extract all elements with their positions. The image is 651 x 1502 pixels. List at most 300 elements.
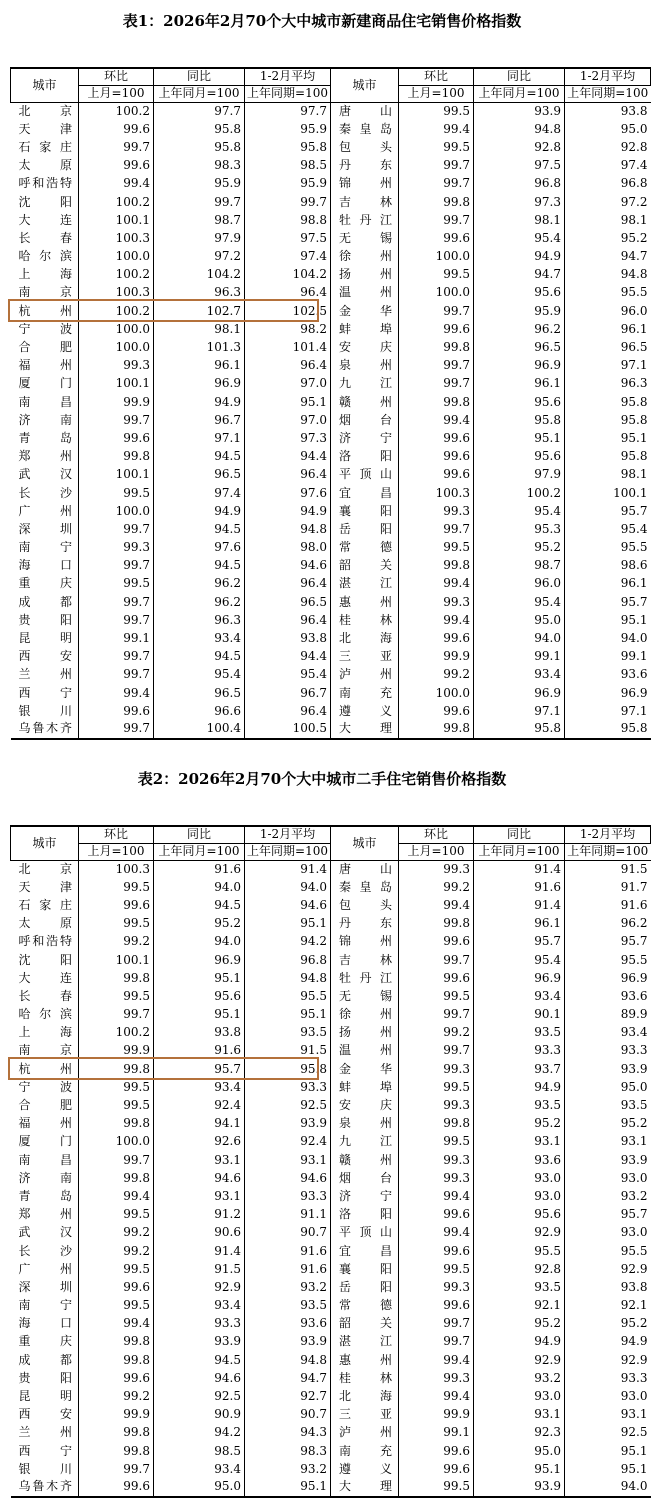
table2-cell-hb-left: 99.5 bbox=[79, 1297, 154, 1315]
table2-cell-city-left: 北 京 bbox=[11, 860, 79, 878]
table1-cell-avg-left: 96.7 bbox=[245, 684, 331, 702]
table2-cell-hb-right: 99.3 bbox=[399, 1278, 474, 1296]
table2-cell-tb-left: 91.2 bbox=[154, 1206, 245, 1224]
table2-cell-tb-left: 93.3 bbox=[154, 1315, 245, 1333]
table2-cell-tb-left: 91.6 bbox=[154, 1042, 245, 1060]
table2-cell-tb-right: 95.4 bbox=[474, 951, 565, 969]
table2-header-avg-right: 1-2月平均 bbox=[565, 826, 651, 843]
table1-header-avg-sub-left: 上年同期=100 bbox=[245, 85, 331, 102]
table1-cell-tb-right: 99.1 bbox=[474, 648, 565, 666]
table1-cell-tb-right: 100.2 bbox=[474, 484, 565, 502]
table1-cell-avg-right: 96.9 bbox=[620, 685, 648, 700]
table1-cell-tb-left: 96.2 bbox=[154, 575, 245, 593]
table1-cell-tb-right: 95.4 bbox=[474, 229, 565, 247]
table-row bbox=[11, 878, 651, 896]
table2-cell-city-right: 吉 林 bbox=[331, 951, 399, 969]
table1-cell-city-right: 唐 山 bbox=[331, 102, 399, 120]
table1-cell-tb-left: 96.9 bbox=[154, 375, 245, 393]
table2-cell-tb-left: 95.1 bbox=[154, 969, 245, 987]
table1-cell-hb-right: 99.3 bbox=[399, 593, 474, 611]
table2-cell-hb-right: 99.3 bbox=[399, 860, 474, 878]
table1-cell-tb-left: 94.5 bbox=[154, 648, 245, 666]
table1-cell-hb-right: 99.8 bbox=[399, 393, 474, 411]
table1-header-tb-sub-left: 上年同月=100 bbox=[154, 85, 245, 102]
table1-cell-tb-left: 96.6 bbox=[154, 702, 245, 720]
table1-cell-avg-right: 95.1 bbox=[620, 612, 648, 627]
table1-cell-avg-right: 95.4 bbox=[620, 521, 648, 536]
table1-cell-tb-left: 97.7 bbox=[154, 102, 245, 120]
table-row bbox=[11, 666, 651, 684]
table2-cell-avg-right: 92.9 bbox=[620, 1261, 648, 1276]
table2-cell-hb-left: 99.2 bbox=[79, 1224, 154, 1242]
table2-cell-hb-left: 100.0 bbox=[79, 1133, 154, 1151]
table2-cell-tb-right: 95.2 bbox=[474, 1315, 565, 1333]
table2-cell-city-left: 深 圳 bbox=[11, 1278, 79, 1296]
table1-cell-hb-left: 99.5 bbox=[79, 484, 154, 502]
table2-cell-avg-right: 96.2 bbox=[620, 916, 648, 931]
table1-header-avg-right: 1-2月平均 bbox=[565, 68, 651, 85]
table2-cell-tb-left: 93.8 bbox=[154, 1024, 245, 1042]
table2-cell-hb-right: 99.4 bbox=[399, 1387, 474, 1405]
table1-cell-tb-left: 94.5 bbox=[154, 520, 245, 538]
table1-header-tb-right: 同比 bbox=[474, 68, 565, 85]
table2-cell-hb-left: 99.5 bbox=[79, 1206, 154, 1224]
table2-cell-city-right: 扬 州 bbox=[331, 1024, 399, 1042]
table2-cell-hb-right: 99.5 bbox=[399, 987, 474, 1005]
table2-cell-city-right: 唐 山 bbox=[331, 860, 399, 878]
table1-cell-hb-left: 100.0 bbox=[79, 502, 154, 520]
table1-cell-avg-left: 97.3 bbox=[245, 429, 331, 447]
table2-cell-city-left: 长 沙 bbox=[11, 1242, 79, 1260]
table1-cell-city-left: 郑 州 bbox=[11, 448, 79, 466]
table2-cell-city-right: 平顶山 bbox=[331, 1224, 399, 1242]
table1-cell-tb-right: 96.8 bbox=[474, 175, 565, 193]
table2-cell-avg-right: 93.1 bbox=[620, 1407, 648, 1422]
table1-cell-avg-right: 94.0 bbox=[620, 631, 648, 646]
table2-cell-hb-right: 99.6 bbox=[399, 969, 474, 987]
table1-cell-tb-right: 96.1 bbox=[474, 375, 565, 393]
table2-header-tb-left: 同比 bbox=[154, 826, 245, 843]
table2-cell-tb-right: 93.5 bbox=[474, 1024, 565, 1042]
table2-cell-city-left: 沈 阳 bbox=[11, 951, 79, 969]
table1-cell-hb-right: 99.7 bbox=[399, 375, 474, 393]
table1-cell-avg-left: 95.4 bbox=[245, 666, 331, 684]
table2-cell-avg-left: 95.1 bbox=[245, 915, 331, 933]
table2-cell-city-right: 北 海 bbox=[331, 1387, 399, 1405]
table2-cell-avg-right: 93.8 bbox=[620, 1279, 648, 1294]
table1-cell-avg-left: 96.4 bbox=[245, 702, 331, 720]
table1-cell-tb-right: 92.8 bbox=[474, 138, 565, 156]
table1-header-hb-sub-right: 上月=100 bbox=[399, 85, 474, 102]
table2-cell-tb-right: 95.0 bbox=[474, 1442, 565, 1460]
table1-cell-tb-left: 96.7 bbox=[154, 411, 245, 429]
table2-cell-hb-left: 99.8 bbox=[79, 1333, 154, 1351]
table1-cell-city-right: 湛 江 bbox=[331, 575, 399, 593]
table1-cell-tb-right: 95.6 bbox=[474, 284, 565, 302]
table1-cell-avg-right: 96.1 bbox=[620, 576, 648, 591]
table-row bbox=[11, 393, 651, 411]
table-row bbox=[11, 1260, 651, 1278]
table1-cell-avg-left: 94.9 bbox=[245, 502, 331, 520]
table2-cell-avg-left: 94.6 bbox=[245, 1169, 331, 1187]
table2-cell-city-left: 昆 明 bbox=[11, 1387, 79, 1405]
table1-cell-hb-left: 99.5 bbox=[79, 575, 154, 593]
table2-cell-tb-left: 93.4 bbox=[154, 1297, 245, 1315]
table2-cell-tb-left: 93.1 bbox=[154, 1151, 245, 1169]
table2-header-avg-left: 1-2月平均 bbox=[245, 826, 331, 843]
table2-cell-hb-right: 99.7 bbox=[399, 1315, 474, 1333]
table2-cell-hb-right: 99.8 bbox=[399, 1115, 474, 1133]
table2-cell-avg-right: 95.7 bbox=[620, 934, 648, 949]
table2-cell-tb-left: 91.5 bbox=[154, 1260, 245, 1278]
table2-cell-tb-left: 91.4 bbox=[154, 1242, 245, 1260]
table1-cell-city-right: 北 海 bbox=[331, 629, 399, 647]
table2-header-tb-sub-left: 上年同月=100 bbox=[154, 843, 245, 860]
table2-cell-avg-right: 91.5 bbox=[620, 861, 648, 876]
table1-cell-city-right: 九 江 bbox=[331, 375, 399, 393]
table2-cell-avg-right: 96.9 bbox=[620, 970, 648, 985]
table2-cell-avg-right: 89.9 bbox=[620, 1007, 648, 1022]
table-row bbox=[11, 302, 651, 320]
table2-cell-tb-right: 92.9 bbox=[474, 1351, 565, 1369]
table2-cell-city-right: 三 亚 bbox=[331, 1406, 399, 1424]
table1-cell-city-right: 徐 州 bbox=[331, 248, 399, 266]
table2-cell-city-left: 成 都 bbox=[11, 1351, 79, 1369]
table2-cell-city-right: 烟 台 bbox=[331, 1169, 399, 1187]
table-row bbox=[11, 138, 651, 156]
table2-cell-avg-right: 92.1 bbox=[620, 1298, 648, 1313]
table2-cell-tb-right: 92.8 bbox=[474, 1260, 565, 1278]
table2-cell-city-left: 南 京 bbox=[11, 1042, 79, 1060]
table1-cell-avg-right: 96.8 bbox=[620, 176, 648, 191]
table2-cell-city-left: 海 口 bbox=[11, 1315, 79, 1333]
table2-header-city-right: 城市 bbox=[331, 826, 399, 860]
table2-cell-avg-right: 93.3 bbox=[620, 1370, 648, 1385]
table2-cell-avg-right: 93.2 bbox=[620, 1188, 648, 1203]
table1-cell-tb-left: 97.1 bbox=[154, 429, 245, 447]
table2-cell-city-left: 南 宁 bbox=[11, 1297, 79, 1315]
table2-cell-hb-left: 99.7 bbox=[79, 1151, 154, 1169]
table1-cell-avg-left: 96.4 bbox=[245, 357, 331, 375]
table2-cell-tb-left: 98.5 bbox=[154, 1442, 245, 1460]
table2-cell-tb-left: 95.6 bbox=[154, 987, 245, 1005]
table2-header-city-left: 城市 bbox=[11, 826, 79, 860]
table1-cell-hb-right: 99.2 bbox=[399, 666, 474, 684]
table2-cell-hb-left: 99.5 bbox=[79, 987, 154, 1005]
table1-cell-city-right: 丹 东 bbox=[331, 157, 399, 175]
table1-cell-tb-left: 95.9 bbox=[154, 175, 245, 193]
table1-cell-avg-right: 95.8 bbox=[620, 412, 648, 427]
table2-cell-hb-right: 99.5 bbox=[399, 1078, 474, 1096]
table1-cell-city-right: 常 德 bbox=[331, 539, 399, 557]
table2-cell-tb-left: 94.6 bbox=[154, 1369, 245, 1387]
table1-header-tb-sub-right: 上年同月=100 bbox=[474, 85, 565, 102]
table1-cell-city-left: 深 圳 bbox=[11, 520, 79, 538]
table1-cell-tb-left: 98.1 bbox=[154, 320, 245, 338]
table2-cell-hb-right: 99.2 bbox=[399, 1024, 474, 1042]
table1-cell-tb-right: 93.4 bbox=[474, 666, 565, 684]
table1-cell-hb-left: 100.0 bbox=[79, 338, 154, 356]
table1-cell-avg-left: 99.7 bbox=[245, 193, 331, 211]
table1-cell-tb-left: 96.5 bbox=[154, 466, 245, 484]
table1-cell-hb-right: 99.6 bbox=[399, 466, 474, 484]
table2-cell-avg-right: 91.6 bbox=[620, 897, 648, 912]
table1-cell-avg-right: 95.2 bbox=[620, 230, 648, 245]
table-row bbox=[11, 429, 651, 447]
table1-cell-avg-left: 101.4 bbox=[245, 338, 331, 356]
table1-cell-hb-right: 99.5 bbox=[399, 138, 474, 156]
table2-cell-avg-right: 95.5 bbox=[620, 1243, 648, 1258]
table-row bbox=[11, 951, 651, 969]
table2-cell-avg-right: 95.5 bbox=[620, 952, 648, 967]
table-row bbox=[11, 1206, 651, 1224]
table2-cell-city-right: 宜 昌 bbox=[331, 1242, 399, 1260]
table-row bbox=[11, 266, 651, 284]
table1-cell-avg-right: 95.1 bbox=[620, 430, 648, 445]
table2-cell-tb-left: 92.5 bbox=[154, 1387, 245, 1405]
table1-cell-hb-left: 100.2 bbox=[79, 266, 154, 284]
table1-cell-hb-left: 100.2 bbox=[79, 102, 154, 120]
table1-cell-city-left: 青 岛 bbox=[11, 429, 79, 447]
table2-cell-avg-right: 95.1 bbox=[620, 1461, 648, 1476]
table2-cell-avg-right: 95.2 bbox=[620, 1116, 648, 1131]
table1-cell-tb-left: 94.5 bbox=[154, 557, 245, 575]
table2-cell-city-right: 岳 阳 bbox=[331, 1278, 399, 1296]
table2-cell-avg-left: 93.1 bbox=[245, 1151, 331, 1169]
table1-cell-hb-left: 99.7 bbox=[79, 411, 154, 429]
table1-cell-city-left: 银 川 bbox=[11, 702, 79, 720]
table1-cell-city-right: 惠 州 bbox=[331, 593, 399, 611]
table1-cell-city-left: 长 春 bbox=[11, 229, 79, 247]
table2-cell-avg-left: 92.5 bbox=[245, 1096, 331, 1114]
table2-cell-avg-left: 95.8 bbox=[245, 1060, 331, 1078]
table1-cell-city-left: 长 沙 bbox=[11, 484, 79, 502]
table2-cell-tb-right: 93.0 bbox=[474, 1169, 565, 1187]
table-row bbox=[11, 1096, 651, 1114]
table1-cell-hb-right: 99.6 bbox=[399, 629, 474, 647]
table1-cell-avg-left: 100.5 bbox=[245, 720, 331, 738]
table-row bbox=[11, 684, 651, 702]
table2-cell-city-left: 合 肥 bbox=[11, 1096, 79, 1114]
table2-cell-city-left: 福 州 bbox=[11, 1115, 79, 1133]
table1-cell-city-left: 厦 门 bbox=[11, 375, 79, 393]
table1-cell-hb-right: 99.4 bbox=[399, 120, 474, 138]
table2-cell-city-right: 湛 江 bbox=[331, 1333, 399, 1351]
table2-body bbox=[11, 860, 651, 1497]
table1-cell-city-left: 西 安 bbox=[11, 648, 79, 666]
table2-cell-hb-right: 99.7 bbox=[399, 1042, 474, 1060]
table2-cell-city-right: 桂 林 bbox=[331, 1369, 399, 1387]
table-row bbox=[11, 1024, 651, 1042]
table2-cell-avg-left: 93.3 bbox=[245, 1078, 331, 1096]
table1-cell-hb-left: 99.7 bbox=[79, 138, 154, 156]
table2-cell-tb-right: 93.7 bbox=[474, 1060, 565, 1078]
table1-cell-avg-right: 93.8 bbox=[620, 103, 648, 118]
table-row bbox=[11, 1006, 651, 1024]
table2-cell-city-right: 金 华 bbox=[331, 1060, 399, 1078]
table2-cell-hb-left: 99.5 bbox=[79, 1096, 154, 1114]
table2-cell-city-left: 南 昌 bbox=[11, 1151, 79, 1169]
table2-cell-city-right: 锦 州 bbox=[331, 933, 399, 951]
table1-cell-tb-right: 93.9 bbox=[474, 102, 565, 120]
table1-cell-tb-right: 96.2 bbox=[474, 320, 565, 338]
table1 bbox=[10, 67, 651, 740]
table1-cell-avg-left: 95.1 bbox=[245, 393, 331, 411]
table2-cell-avg-left: 94.7 bbox=[245, 1369, 331, 1387]
table2-cell-hb-left: 100.3 bbox=[79, 860, 154, 878]
table1-cell-city-right: 无 锡 bbox=[331, 229, 399, 247]
table1-cell-city-left: 南 宁 bbox=[11, 539, 79, 557]
table1-cell-city-left: 西 宁 bbox=[11, 684, 79, 702]
table2-cell-avg-left: 92.7 bbox=[245, 1387, 331, 1405]
table1-cell-hb-right: 99.7 bbox=[399, 175, 474, 193]
table1-cell-avg-left: 96.5 bbox=[245, 593, 331, 611]
table1-header-avg-sub-right: 上年同期=100 bbox=[565, 85, 651, 102]
table1-cell-city-right: 扬 州 bbox=[331, 266, 399, 284]
table1-cell-tb-left: 96.1 bbox=[154, 357, 245, 375]
table1-cell-city-left: 呼和浩特 bbox=[11, 175, 79, 193]
table2-cell-hb-right: 99.6 bbox=[399, 1442, 474, 1460]
table2-header-hb-sub-right: 上月=100 bbox=[399, 843, 474, 860]
table1-cell-avg-right: 96.3 bbox=[620, 376, 648, 391]
table1-cell-avg-right: 98.6 bbox=[620, 558, 648, 573]
table1-header-tb-left: 同比 bbox=[154, 68, 245, 85]
table2-cell-avg-left: 90.7 bbox=[245, 1406, 331, 1424]
table1-cell-tb-left: 99.7 bbox=[154, 193, 245, 211]
table2-cell-avg-left: 96.8 bbox=[245, 951, 331, 969]
table1-cell-city-right: 济 宁 bbox=[331, 429, 399, 447]
table1-cell-hb-left: 99.7 bbox=[79, 593, 154, 611]
table1-cell-avg-left: 96.4 bbox=[245, 575, 331, 593]
table2-cell-city-left: 呼和浩特 bbox=[11, 933, 79, 951]
table2-cell-tb-left: 95.7 bbox=[154, 1060, 245, 1078]
table2-cell-avg-left: 91.1 bbox=[245, 1206, 331, 1224]
table1-cell-tb-right: 97.1 bbox=[474, 702, 565, 720]
table2-cell-tb-left: 93.1 bbox=[154, 1187, 245, 1205]
table2-cell-city-right: 秦皇岛 bbox=[331, 878, 399, 896]
table2-cell-hb-right: 99.3 bbox=[399, 1096, 474, 1114]
table1-cell-avg-left: 98.8 bbox=[245, 211, 331, 229]
table1-cell-tb-left: 96.3 bbox=[154, 284, 245, 302]
table2-cell-hb-left: 99.2 bbox=[79, 1387, 154, 1405]
table1-cell-hb-left: 100.2 bbox=[79, 193, 154, 211]
table1-cell-tb-left: 96.5 bbox=[154, 684, 245, 702]
table2-cell-tb-right: 90.1 bbox=[474, 1006, 565, 1024]
table1-header-hb-left: 环比 bbox=[79, 68, 154, 85]
table1-cell-tb-right: 94.0 bbox=[474, 629, 565, 647]
table2-cell-hb-right: 99.3 bbox=[399, 1151, 474, 1169]
table2-cell-avg-left: 91.4 bbox=[245, 860, 331, 878]
table-row bbox=[11, 1460, 651, 1478]
table-row bbox=[11, 575, 651, 593]
table2-cell-tb-right: 93.4 bbox=[474, 987, 565, 1005]
table2-cell-tb-right: 95.5 bbox=[474, 1242, 565, 1260]
table1-cell-tb-right: 97.9 bbox=[474, 466, 565, 484]
table2-cell-hb-right: 99.5 bbox=[399, 1133, 474, 1151]
table1-cell-avg-left: 97.7 bbox=[245, 102, 331, 120]
table2-cell-city-left: 西 安 bbox=[11, 1406, 79, 1424]
table1-header-avg-left: 1-2月平均 bbox=[245, 68, 331, 85]
table1-cell-city-left: 合 肥 bbox=[11, 338, 79, 356]
table2-cell-city-right: 泸 州 bbox=[331, 1424, 399, 1442]
table-row bbox=[11, 338, 651, 356]
table2-cell-hb-left: 99.2 bbox=[79, 1242, 154, 1260]
table1-cell-hb-left: 99.9 bbox=[79, 393, 154, 411]
table2-cell-hb-left: 99.6 bbox=[79, 896, 154, 914]
table1-cell-city-left: 石家庄 bbox=[11, 138, 79, 156]
table2-cell-tb-right: 96.9 bbox=[474, 969, 565, 987]
table2-cell-tb-left: 93.4 bbox=[154, 1460, 245, 1478]
table2-cell-avg-right: 93.9 bbox=[620, 1152, 648, 1167]
table2-cell-tb-right: 93.3 bbox=[474, 1042, 565, 1060]
table-row bbox=[11, 1424, 651, 1442]
table-row bbox=[11, 593, 651, 611]
table2-cell-city-right: 无 锡 bbox=[331, 987, 399, 1005]
table2-cell-tb-right: 91.4 bbox=[474, 896, 565, 914]
table2-cell-tb-left: 93.9 bbox=[154, 1333, 245, 1351]
table1-cell-avg-right: 97.2 bbox=[620, 194, 648, 209]
table2-cell-avg-left: 94.0 bbox=[245, 878, 331, 896]
table1-cell-hb-right: 99.4 bbox=[399, 575, 474, 593]
table1-cell-city-right: 平顶山 bbox=[331, 466, 399, 484]
table1-cell-avg-right: 95.7 bbox=[620, 594, 648, 609]
table2-cell-avg-right: 92.5 bbox=[620, 1425, 648, 1440]
table2-cell-tb-left: 90.9 bbox=[154, 1406, 245, 1424]
table2-cell-city-right: 丹 东 bbox=[331, 915, 399, 933]
table1-cell-city-right: 秦皇岛 bbox=[331, 120, 399, 138]
table1-cell-hb-left: 99.7 bbox=[79, 666, 154, 684]
table1-cell-tb-left: 95.4 bbox=[154, 666, 245, 684]
table1-cell-tb-right: 95.8 bbox=[474, 720, 565, 738]
table-row bbox=[11, 1315, 651, 1333]
table1-cell-avg-right: 100.1 bbox=[613, 485, 648, 500]
table2-cell-tb-right: 95.2 bbox=[474, 1115, 565, 1133]
table1-cell-avg-left: 97.0 bbox=[245, 411, 331, 429]
table2-cell-tb-left: 94.1 bbox=[154, 1115, 245, 1133]
table1-cell-tb-left: 98.7 bbox=[154, 211, 245, 229]
table1-cell-tb-left: 100.4 bbox=[154, 720, 245, 738]
table2-cell-avg-left: 93.2 bbox=[245, 1460, 331, 1478]
table-row bbox=[11, 860, 651, 878]
table1-cell-tb-right: 95.2 bbox=[474, 539, 565, 557]
table2-cell-hb-left: 99.8 bbox=[79, 1169, 154, 1187]
table1-body bbox=[11, 102, 651, 739]
table1-cell-tb-right: 96.9 bbox=[474, 684, 565, 702]
table1-cell-avg-left: 94.8 bbox=[245, 520, 331, 538]
table1-cell-avg-right: 95.5 bbox=[620, 285, 648, 300]
table2-cell-hb-left: 99.9 bbox=[79, 1406, 154, 1424]
table1-cell-city-right: 韶 关 bbox=[331, 557, 399, 575]
table2-cell-hb-left: 99.2 bbox=[79, 933, 154, 951]
table1-cell-tb-right: 95.9 bbox=[474, 302, 565, 320]
table2-cell-tb-right: 93.1 bbox=[474, 1406, 565, 1424]
table1-cell-avg-right: 97.1 bbox=[620, 703, 648, 718]
table1-cell-city-left: 上 海 bbox=[11, 266, 79, 284]
table2-cell-city-right: 泉 州 bbox=[331, 1115, 399, 1133]
table2-cell-hb-left: 99.4 bbox=[79, 1315, 154, 1333]
table-row bbox=[11, 1387, 651, 1405]
table1-cell-hb-right: 99.7 bbox=[399, 157, 474, 175]
table1-cell-city-left: 海 口 bbox=[11, 557, 79, 575]
table2-cell-city-left: 大 连 bbox=[11, 969, 79, 987]
table-row bbox=[11, 1042, 651, 1060]
table-row bbox=[11, 448, 651, 466]
table1-cell-avg-left: 98.2 bbox=[245, 320, 331, 338]
table1-cell-hb-left: 99.7 bbox=[79, 520, 154, 538]
table2-cell-hb-right: 99.1 bbox=[399, 1424, 474, 1442]
table2-cell-hb-left: 99.8 bbox=[79, 1424, 154, 1442]
table-row bbox=[11, 896, 651, 914]
